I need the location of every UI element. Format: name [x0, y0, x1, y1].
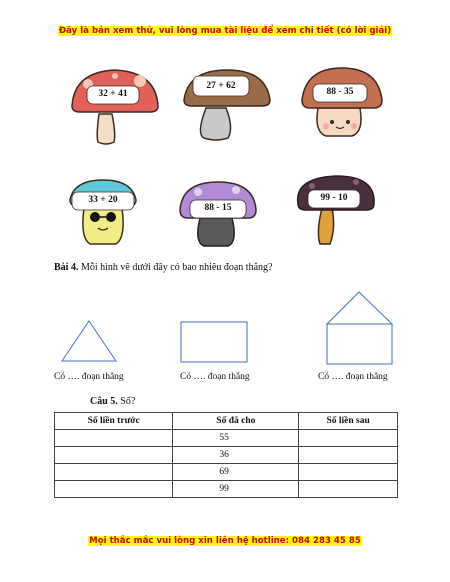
top-banner: Đây là bản xem thử, vui lòng mua tài liệu để xem chi tiết (có lời giải): [58, 26, 392, 36]
table-row: [55, 430, 398, 447]
table-row: [55, 447, 398, 464]
mushroom-3: [300, 66, 390, 156]
purple-mushroom-icon: [178, 180, 268, 270]
triangle-figure: [60, 319, 118, 363]
table-row: [55, 464, 398, 481]
caption-rectangle: Có …. đoạn thẳng: [180, 372, 250, 382]
table-row: [55, 481, 398, 498]
cell-before: [55, 430, 173, 447]
cell-given: 55: [173, 430, 299, 447]
mushroom-4: [62, 178, 152, 268]
mushroom-5: [178, 180, 268, 270]
bai4-title: Bài 4. Mỗi hình vẽ dưới đây có bao nhiêu đoạn thẳng?: [54, 262, 273, 273]
mushroom-expression: 27 + 62: [206, 81, 236, 91]
cau5-title: Câu 5. Số?: [90, 396, 136, 407]
cell-before: [55, 481, 173, 498]
caption-house: Có …. đoạn thẳng: [318, 372, 388, 382]
rectangle-figure: [180, 321, 250, 363]
cell-after: [299, 481, 398, 498]
cell-before: [55, 464, 173, 481]
red-mushroom-icon: [70, 66, 160, 156]
mushroom-expression: 88 - 15: [204, 203, 232, 213]
number-table: [54, 412, 398, 498]
header-after: Số liền sau: [299, 413, 398, 430]
cell-after: [299, 447, 398, 464]
caption-triangle: Có …. đoạn thẳng: [54, 372, 124, 382]
header-before: Số liền trước: [55, 413, 173, 430]
bottom-banner: Mọi thắc mắc vui lòng xin liên hệ hotline: 084 283 45 85: [89, 536, 361, 546]
mushroom-2: [182, 66, 272, 156]
brown-mushroom-icon: [182, 66, 272, 156]
dark-mushroom-icon: [292, 172, 382, 262]
mushroom-1: [70, 66, 160, 156]
table-header-row: [55, 413, 398, 430]
mushroom-expression: 99 - 10: [320, 193, 348, 203]
cell-given: 69: [173, 464, 299, 481]
house-figure: [326, 290, 396, 366]
cell-after: [299, 430, 398, 447]
cell-before: [55, 447, 173, 464]
mushroom-6: [292, 172, 382, 262]
header-given: Số đã cho: [173, 413, 299, 430]
cell-after: [299, 464, 398, 481]
sunglasses-mushroom-icon: [62, 178, 152, 268]
cell-given: 99: [173, 481, 299, 498]
smiling-mushroom-icon: [300, 66, 390, 156]
mushroom-expression: 32 + 41: [98, 89, 128, 99]
cell-given: 36: [173, 447, 299, 464]
mushroom-expression: 88 - 35: [326, 87, 354, 97]
mushroom-expression: 33 + 20: [88, 195, 118, 205]
